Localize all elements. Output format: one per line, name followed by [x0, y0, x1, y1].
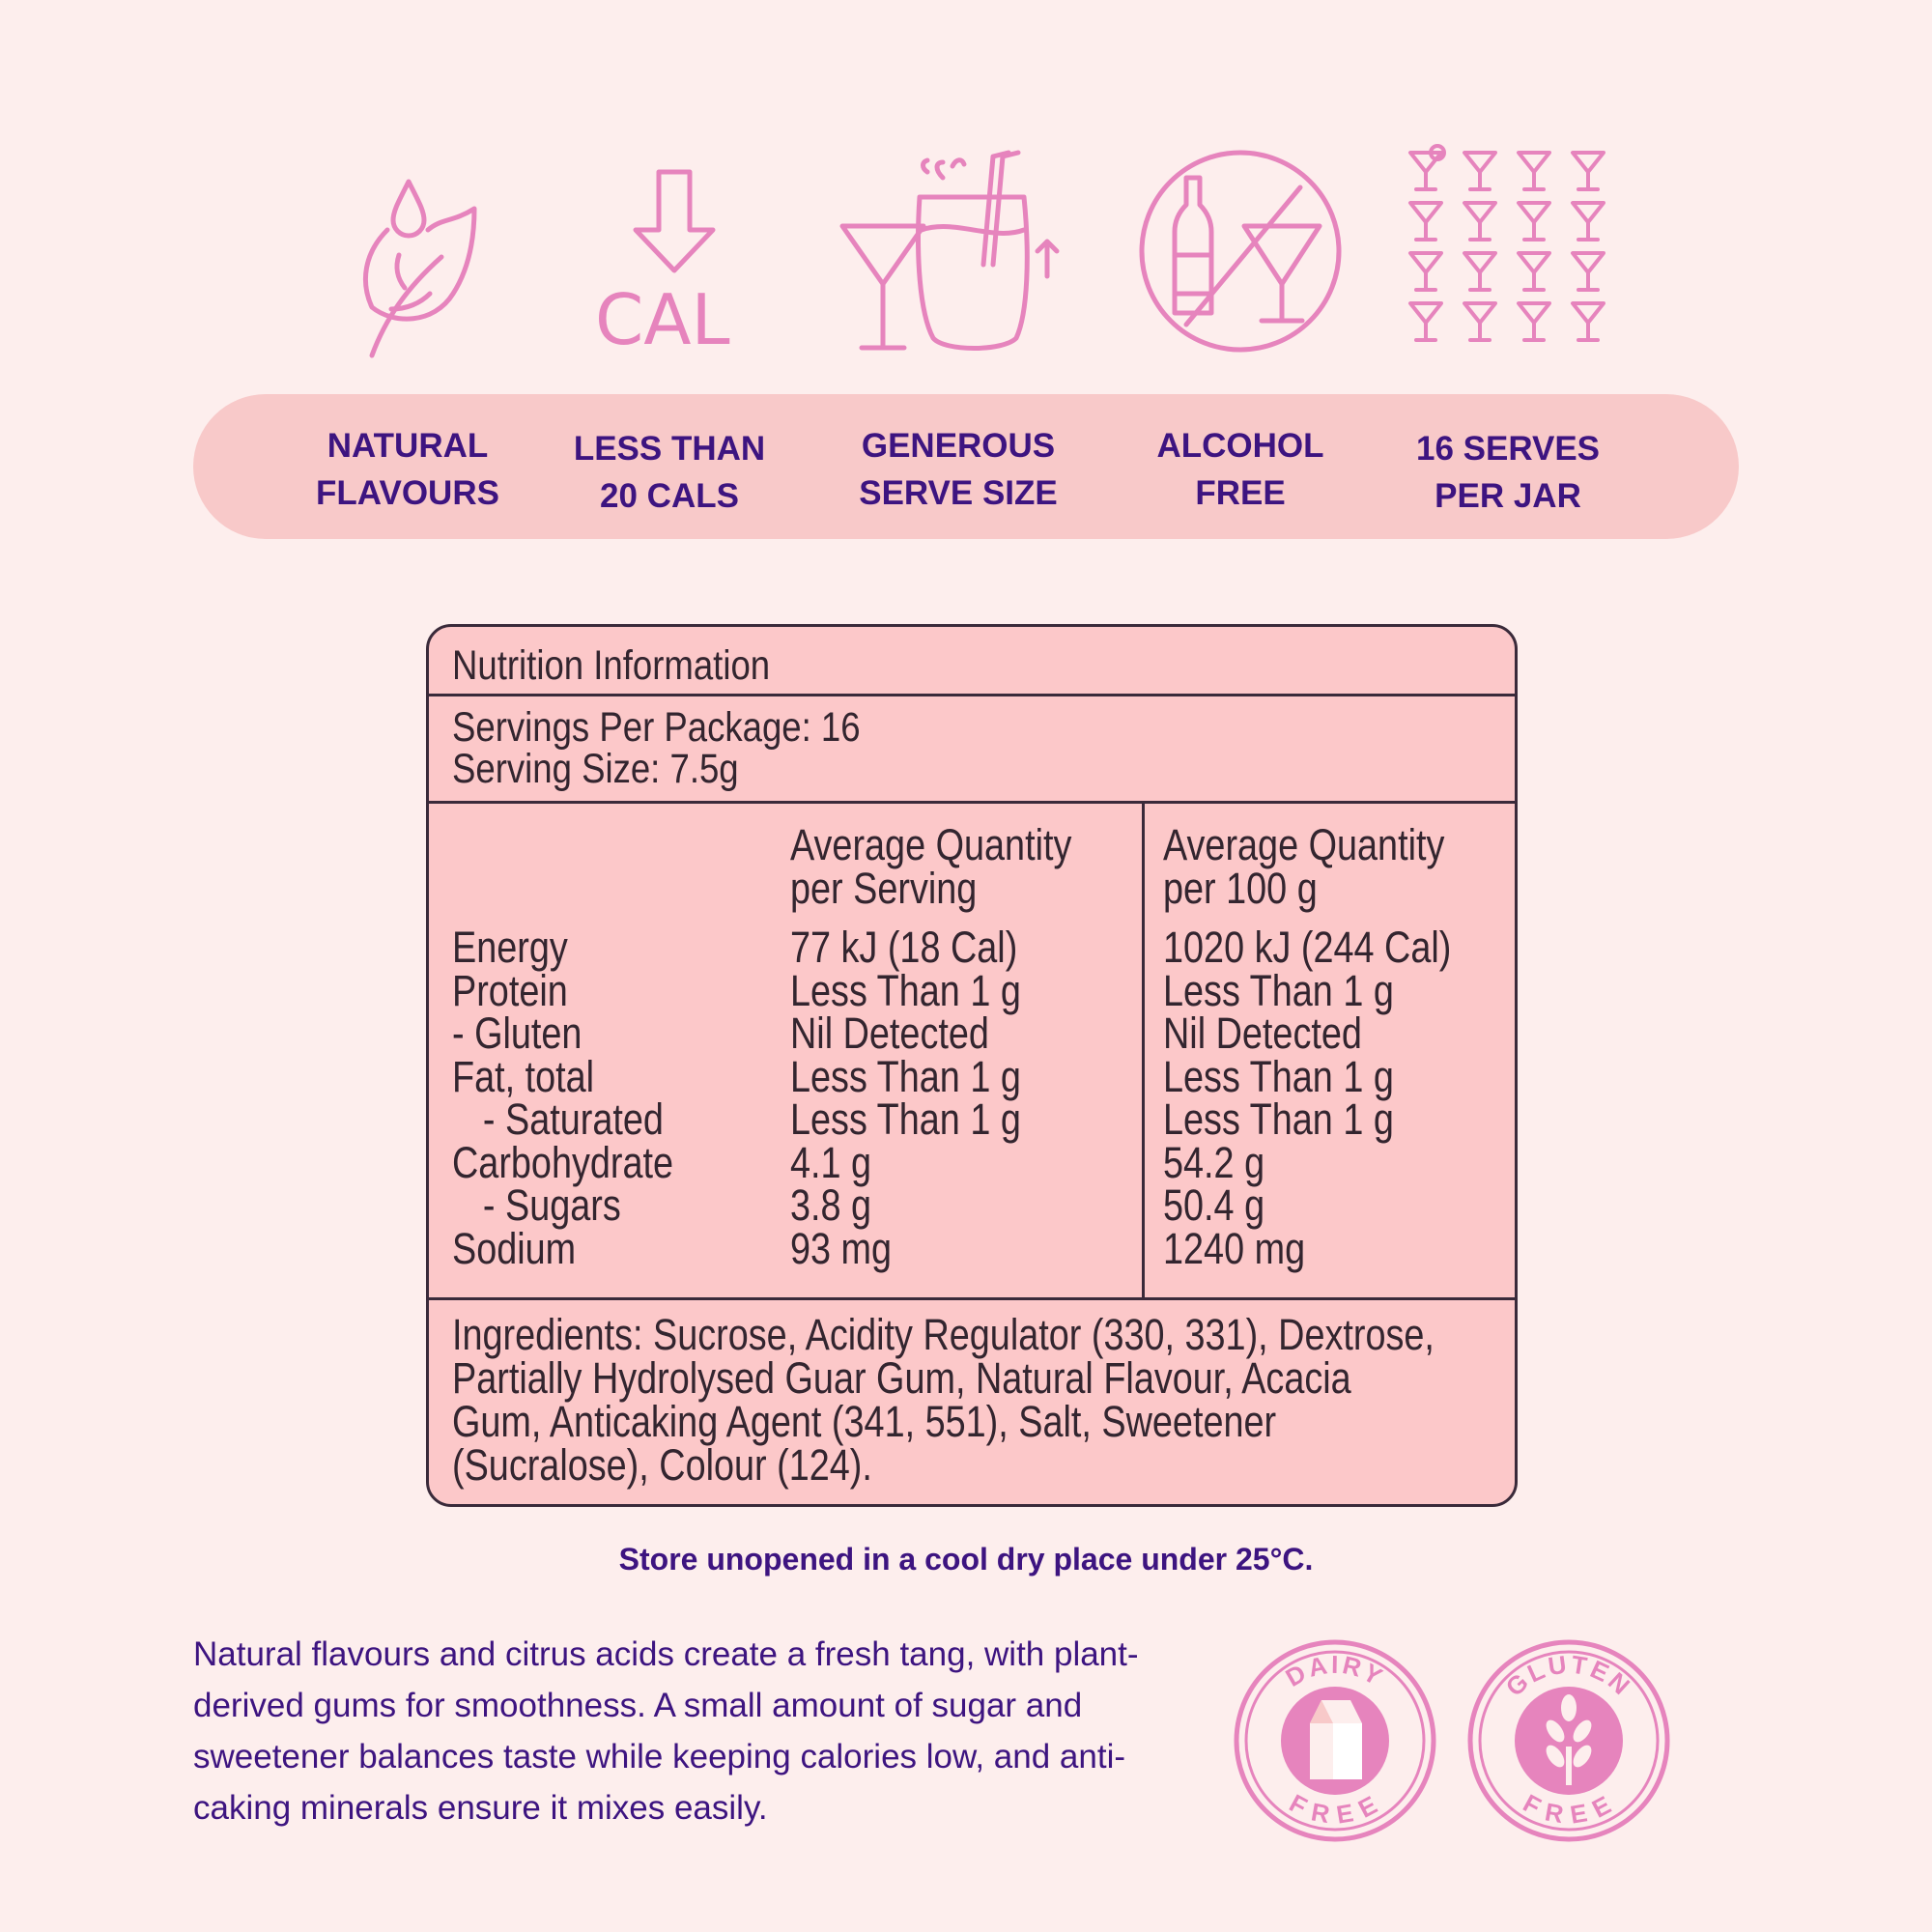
per-100g-value: Less Than 1 g [1163, 1051, 1394, 1101]
cocktail-glass-icon [1519, 203, 1549, 240]
per-100g-value: 54.2 g [1163, 1137, 1265, 1187]
per-serving-value: 93 mg [790, 1223, 893, 1273]
milk-carton-icon [1310, 1700, 1362, 1779]
per-serving-value: Less Than 1 g [790, 965, 1021, 1015]
cocktail-glass-icon [1464, 253, 1495, 290]
nutrient-labels [452, 923, 716, 1273]
per-100g-value: 1020 kJ (244 Cal) [1163, 923, 1452, 972]
cocktail-glass-icon [1573, 153, 1604, 189]
gluten-free-badge [1466, 1638, 1671, 1843]
feature-less-than-20-cals: LESS THAN 20 CALS [573, 430, 766, 515]
nutrient-label: Sodium [452, 1223, 577, 1273]
cocktail-glasses-grid-icon [1408, 147, 1611, 350]
drinks-icon [838, 149, 1070, 357]
per-serving-value: 4.1 g [790, 1137, 872, 1187]
svg-text:CAL: CAL [595, 279, 730, 360]
nutrient-label: - Gluten [452, 1009, 582, 1058]
no-alcohol-icon [1138, 149, 1343, 354]
nutrient-label: Protein [452, 965, 568, 1015]
cocktail-glass-icon [1573, 253, 1604, 290]
nutrition-title: Nutrition Information [452, 642, 771, 689]
divider [429, 801, 1515, 804]
divider [429, 694, 1515, 696]
per-serving-value: Less Than 1 g [790, 1051, 1021, 1101]
svg-text:DAIRY: DAIRY [1280, 1649, 1390, 1693]
nutrient-label: Carbohydrate [452, 1137, 674, 1187]
svg-text:FREE: FREE [1284, 1788, 1385, 1830]
column-divider [1142, 801, 1145, 1300]
feature-alcohol-free: ALCOHOL FREE [1156, 427, 1324, 512]
per-100g-value: Less Than 1 g [1163, 965, 1394, 1015]
nutrient-label: Energy [452, 923, 568, 972]
storage-instructions: Store unopened in a cool dry place under 25°C. [618, 1542, 1314, 1577]
cocktail-glass-icon [1519, 253, 1549, 290]
product-description: Natural flavours and citrus acids create a fresh tang, with plant-derived gums for smoothness. A small amount of sugar and sweetener balances taste while keeping calories low, and anti-caking minerals ensure it mixes easily. [193, 1635, 1139, 1827]
divider [429, 1297, 1515, 1300]
svg-text:GLUTEN: GLUTEN [1499, 1649, 1638, 1702]
cocktail-glass-icon [1410, 203, 1441, 240]
per-serving-value: 77 kJ (18 Cal) [790, 923, 1018, 972]
dairy-free-badge [1233, 1638, 1437, 1843]
nutrition-panel [426, 624, 1518, 1507]
cocktail-glass-icon [1519, 303, 1549, 340]
nutrient-label: - Saturated [482, 1094, 664, 1144]
cocktail-glass-icon [1464, 203, 1495, 240]
per-serving-value: Less Than 1 g [790, 1094, 1021, 1144]
svg-text:FREE: FREE [1518, 1788, 1619, 1830]
cocktail-glass-icon [1464, 303, 1495, 340]
nutrient-label: Fat, total [452, 1051, 595, 1101]
feature-generous-serve-size: GENEROUS SERVE SIZE [859, 427, 1058, 512]
per-100g-value: Less Than 1 g [1163, 1094, 1394, 1144]
per-serving-value: Nil Detected [790, 1009, 989, 1058]
per-100g-values [1163, 923, 1506, 1273]
serving-size: Serving Size: 7.5g [452, 746, 739, 792]
down-arrow-cal-icon [593, 168, 757, 360]
feature-16-serves-per-jar: 16 SERVES PER JAR [1415, 430, 1601, 515]
cocktail-glass-icon [1464, 153, 1495, 189]
feature-natural-flavours: NATURAL FLAVOURS [316, 427, 499, 512]
nutrient-label: - Sugars [482, 1180, 621, 1230]
header-per-100g: Average Quantity per 100 g [1163, 820, 1445, 913]
cocktail-glass-icon [1410, 303, 1441, 340]
per-100g-value: 1240 mg [1163, 1223, 1306, 1273]
per-100g-value: Nil Detected [1163, 1009, 1362, 1058]
per-100g-value: 50.4 g [1163, 1180, 1265, 1230]
per-serving-values [790, 923, 1065, 1273]
cocktail-glass-icon [1519, 153, 1549, 189]
servings-per-package: Servings Per Package: 16 [452, 704, 861, 751]
header-per-serving: Average Quantity per Serving [790, 820, 1072, 913]
ingredients-text: Ingredients: Sucrose, Acidity Regulator (330, 331), Dextrose, Partially Hydrolysed Guar Gum, Natural Flavour, Acacia Gum, Anticaking Agent (341, 551), Salt, Sweetener (Sucralose), Colour (124). [452, 1310, 1435, 1490]
leaf-drop-icon [353, 174, 488, 357]
per-serving-value: 3.8 g [790, 1180, 872, 1230]
cocktail-glass-icon [1573, 303, 1604, 340]
cocktail-glass-icon [1410, 253, 1441, 290]
cocktail-glass-icon [1573, 203, 1604, 240]
